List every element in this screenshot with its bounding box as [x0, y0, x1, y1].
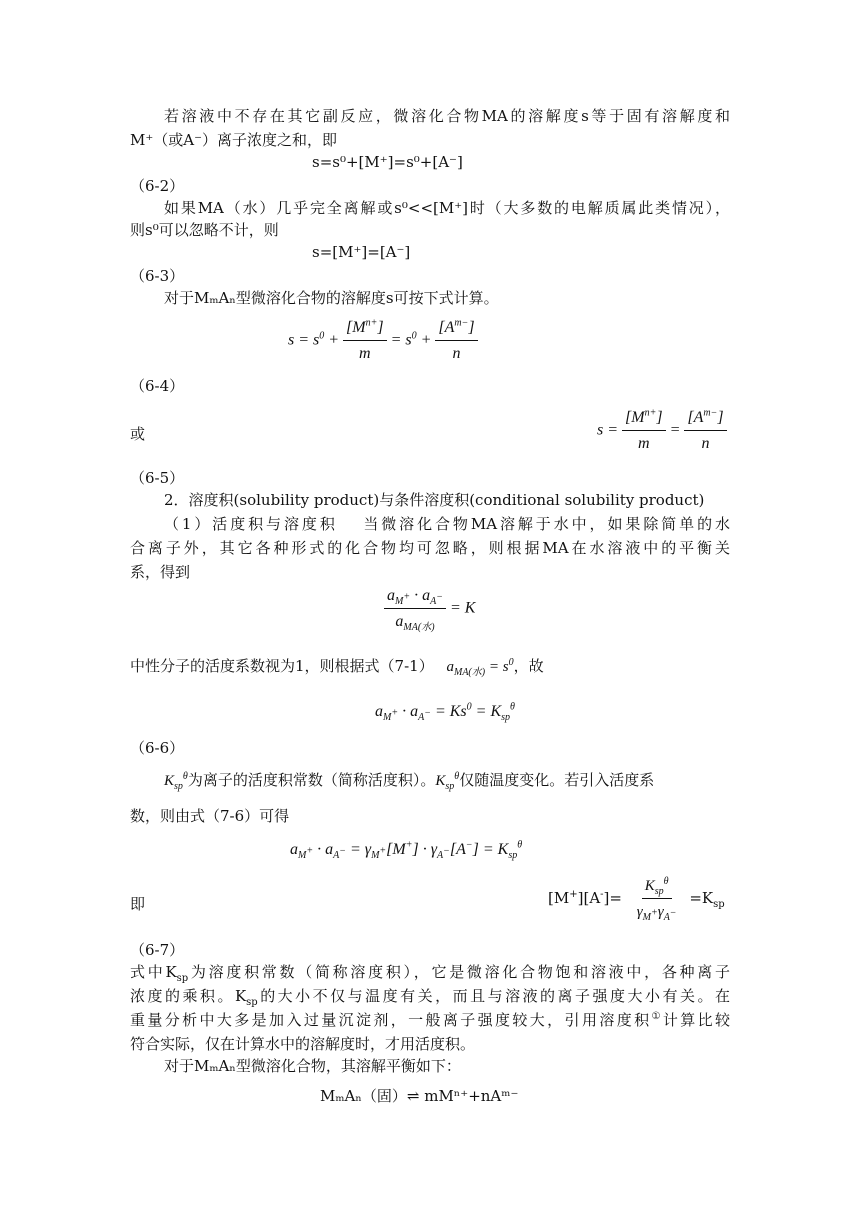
equation-6-2: s=s⁰+[M⁺]=s⁰+[A⁻]: [312, 153, 463, 171]
paragraph-line: 则s⁰可以忽略不计，则: [130, 221, 279, 239]
paragraph-line: 合离子外，其它各种形式的化合物均可忽略，则根据MA在水溶液中的平衡关: [130, 539, 730, 557]
paragraph-line: 浓度的乘积。$K_{sp}$的大小不仅与温度有关，而且与溶液的离子强度大小有关。在: [130, 987, 730, 1008]
paragraph-line: 重量分析中大多是加入过量沉淀剂，一般离子强度较大，引用溶度积①计算比较: [130, 1011, 730, 1029]
section-heading: 2．溶度积(solubility product)与条件溶度积(conditional solubility product): [164, 491, 705, 509]
activity-expansion-equation: $a_{M^+} \cdot a_{A^-} = \gamma_{M^+}[M^+] \cdot \gamma_{A^-}[A^-] = K_{sp}^\theta$: [290, 839, 523, 862]
paragraph-line: 中性分子的活度系数视为1，则根据式（7-1） $a_{MA(水)} = s^0$，故: [130, 657, 544, 678]
paragraph-line: 对于MₘAₙ型微溶化合物的溶解度s可按下式计算。: [164, 289, 499, 307]
equation-number: （6-4）: [130, 377, 185, 395]
equation-6-7: [M+][A-]= $\frac{K_{sp}^\theta}{\gamma_{M^+}\gamma_{A^-}}$ $=K_{sp}$: [548, 876, 725, 923]
ji-label: 即: [130, 895, 146, 913]
equation-number: （6-6）: [130, 739, 185, 757]
equation-6-3: s=[M⁺]=[A⁻]: [312, 243, 411, 261]
equilibrium-equation: $\frac{a_{M^+} \cdot a_{A^-}}{a_{MA(水)}}$ = K: [384, 586, 475, 632]
equation-6-5: s = $\frac{[M^{n+}]}{m}$ = $\frac{[A^{m-}]}{n}$: [597, 408, 727, 454]
equation-6-4: $s = s^0$ + $\frac{[M^{n+}]}{m}$ = $s^0$ + $\frac{[A^{m-}]}{n}$: [288, 318, 478, 364]
or-label: 或: [130, 425, 146, 443]
paragraph-line: 对于MₘAₙ型微溶化合物，其溶解平衡如下：: [164, 1057, 461, 1075]
dissolution-equilibrium-equation: MₘAₙ（固）⇌ mMⁿ⁺+nAᵐ⁻: [320, 1087, 519, 1105]
paragraph-line: 式中$K_{sp}$为溶度积常数（简称溶度积），它是微溶化合物饱和溶液中，各种离子: [130, 963, 730, 984]
paragraph-line: （1）活度积与溶度积 当微溶化合物MA溶解于水中，如果除简单的水: [164, 515, 730, 533]
equation-number: （6-5）: [130, 469, 185, 487]
paragraph-line: 若溶液中不存在其它副反应，微溶化合物MA的溶解度s等于固有溶解度和: [164, 107, 730, 125]
paragraph-line: $K_{sp}^\theta$为离子的活度积常数（简称活度积）。$K_{sp}^\theta$仅随温度变化。若引入活度系: [164, 771, 655, 792]
paragraph-line: M⁺（或A⁻）离子浓度之和，即: [130, 131, 338, 149]
equation-number: （6-2）: [130, 177, 185, 195]
equation-6-6: $a_{M^+} \cdot a_{A^-} = Ks^0 = K_{sp}^\theta$: [375, 701, 515, 724]
paragraph-line: 系，得到: [130, 563, 191, 581]
equation-number: （6-3）: [130, 267, 185, 285]
equation-number: （6-7）: [130, 941, 185, 959]
paragraph-line: 符合实际，仅在计算水中的溶解度时，才用活度积。: [130, 1035, 476, 1053]
paragraph-line: 如果MA（水）几乎完全离解或s⁰<<[M⁺]时（大多数的电解质属此类情况），: [164, 199, 730, 217]
paragraph-line: 数，则由式（7-6）可得: [130, 807, 290, 825]
